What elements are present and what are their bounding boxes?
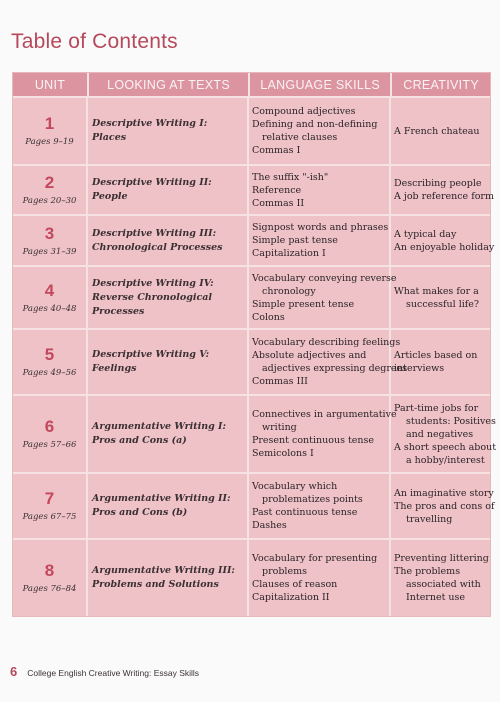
header-unit: UNIT — [13, 73, 89, 96]
text-type-line: Problems and Solutions — [92, 579, 219, 590]
language-skill-item: Clauses of reason — [252, 579, 338, 590]
text-type-line: Argumentative Writing III: — [92, 565, 235, 576]
unit-number: 6 — [44, 417, 55, 436]
creativity-item: Describing people — [394, 178, 482, 189]
unit-number: 7 — [44, 489, 55, 508]
language-skill-item: Capitalization I — [252, 248, 326, 259]
creativity-item: The pros and cons of — [394, 500, 495, 512]
unit-pages: Pages 67–75 — [22, 512, 77, 522]
creativity-item: students: Positives — [406, 415, 496, 427]
creativity-item: Preventing littering — [394, 553, 489, 564]
creativity-item: Articles based on — [394, 350, 478, 361]
text-type-line: Feelings — [92, 363, 137, 374]
text-type-line: People — [92, 191, 128, 202]
creativity-cell — [391, 166, 494, 214]
unit-pages: Pages 76–84 — [22, 584, 77, 594]
language-skill-item: Vocabulary which — [252, 481, 338, 492]
language-skill-item: Semicolons I — [252, 448, 314, 459]
creativity-item: travelling — [406, 513, 453, 525]
unit-number: 8 — [44, 561, 55, 580]
language-skills-cell — [249, 166, 391, 214]
creativity-item: A typical day — [394, 228, 457, 240]
header-language-skills: LANGUAGE SKILLS — [250, 73, 392, 96]
text-type-line: Argumentative Writing I: — [92, 421, 227, 432]
unit-row — [13, 472, 495, 538]
language-skill-item: Commas I — [252, 145, 301, 156]
looking-at-texts-cell — [88, 330, 249, 394]
text-type-line: Chronological Processes — [92, 241, 223, 253]
language-skills-cell — [249, 216, 391, 265]
language-skill-item: Compound adjectives — [252, 106, 356, 117]
looking-at-texts-cell — [88, 216, 249, 265]
unit-cell — [13, 396, 88, 472]
unit-pages: Pages 9–19 — [25, 137, 74, 147]
language-skill-item: Simple present tense — [252, 298, 355, 310]
language-skill-item: Vocabulary for presenting — [252, 553, 378, 564]
creativity-cell — [391, 330, 490, 394]
creativity-item: interviews — [394, 363, 445, 374]
creativity-item: The problems — [394, 566, 461, 577]
looking-at-texts-cell — [88, 540, 249, 616]
unit-pages: Pages 31–39 — [22, 246, 77, 257]
creativity-cell — [391, 474, 495, 538]
table-header — [13, 73, 490, 96]
text-type-line: Argumentative Writing II: — [92, 493, 231, 504]
book-title: College English Creative Writing: Essay Skills — [27, 668, 200, 678]
language-skills-cell — [249, 396, 397, 472]
language-skill-item: Vocabulary conveying reverse — [252, 272, 397, 284]
header-looking-at-texts: LOOKING AT TEXTS — [89, 73, 250, 96]
unit-number: 2 — [44, 173, 55, 192]
text-type-line: Pros and Cons (a) — [92, 435, 187, 446]
language-skill-item: Reference — [252, 184, 302, 196]
unit-pages: Pages 20–30 — [22, 196, 77, 206]
creativity-item: Internet use — [406, 592, 466, 603]
language-skill-item: writing — [262, 422, 297, 433]
language-skill-item: problems — [262, 566, 307, 577]
creativity-item: A French chateau — [394, 125, 480, 137]
unit-cell — [13, 166, 88, 214]
language-skill-item: relative clauses — [262, 132, 338, 143]
creativity-item: and negatives — [406, 428, 474, 440]
language-skill-item: Present continuous tense — [252, 435, 375, 446]
text-type-line: Places — [92, 132, 127, 143]
unit-row — [13, 394, 497, 472]
language-skill-item: Defining and non-defining — [252, 119, 378, 130]
language-skill-item: The suffix "-ish" — [252, 171, 329, 183]
unit-cell — [13, 267, 88, 328]
unit-number: 3 — [44, 223, 55, 243]
creativity-cell — [391, 267, 490, 328]
language-skill-item: problematizes points — [262, 494, 363, 505]
text-type-line: Descriptive Writing V: — [92, 349, 210, 360]
looking-at-texts-cell — [88, 474, 249, 538]
unit-cell — [13, 330, 88, 394]
creativity-item: A short speech about — [394, 441, 497, 453]
language-skills-cell — [249, 540, 391, 616]
looking-at-texts-cell — [88, 396, 249, 472]
language-skill-item: Colons — [252, 311, 285, 323]
unit-row — [13, 214, 495, 265]
header-creativity: CREATIVITY — [403, 77, 479, 92]
creativity-item: An enjoyable holiday — [394, 241, 495, 253]
text-type-line: Descriptive Writing III: — [92, 227, 217, 239]
creativity-item: A job reference form — [394, 191, 494, 202]
creativity-cell — [391, 98, 490, 164]
page-title: Table of Contents — [11, 30, 178, 53]
language-skill-item: Absolute adjectives and — [252, 350, 367, 361]
creativity-item: An imaginative story — [394, 487, 494, 499]
unit-pages: Pages 57–66 — [22, 440, 77, 450]
page-number: 6 — [10, 664, 18, 679]
text-type-line: Reverse Chronological Processes — [92, 291, 213, 317]
language-skills-cell — [249, 98, 391, 164]
page-footer — [10, 664, 199, 679]
language-skill-item: Dashes — [252, 520, 287, 531]
text-type-line: Pros and Cons (b) — [92, 507, 188, 518]
unit-cell — [13, 474, 88, 538]
language-skill-item: Commas III — [252, 376, 308, 387]
unit-number: 4 — [44, 280, 55, 300]
text-type-line: Descriptive Writing I: — [92, 118, 208, 129]
unit-row — [13, 265, 490, 328]
unit-cell — [13, 98, 88, 164]
language-skill-item: Capitalization II — [252, 592, 330, 603]
creativity-item: Part-time jobs for — [394, 402, 479, 414]
creativity-item: What makes for a — [394, 285, 479, 297]
creativity-item: a hobby/interest — [406, 454, 485, 466]
unit-number: 5 — [44, 345, 55, 364]
language-skill-item: adjectives expressing degrees — [262, 363, 408, 374]
looking-at-texts-cell — [88, 267, 249, 328]
unit-pages: Pages 40–48 — [22, 303, 77, 314]
language-skill-item: Signpost words and phrases — [252, 222, 389, 233]
creativity-item: associated with — [406, 579, 481, 590]
text-type-line: Descriptive Writing IV: — [92, 277, 214, 289]
unit-row — [13, 538, 490, 616]
language-skills-cell — [249, 474, 391, 538]
language-skill-item: Past continuous tense — [252, 507, 358, 518]
unit-row — [13, 328, 490, 394]
unit-pages: Pages 49–56 — [22, 368, 77, 378]
creativity-cell — [391, 216, 495, 265]
table-body — [13, 96, 497, 616]
unit-number: 1 — [44, 114, 55, 133]
looking-at-texts-cell — [88, 98, 249, 164]
unit-cell — [13, 540, 88, 616]
creativity-item: successful life? — [406, 298, 480, 310]
language-skill-item: Commas II — [252, 197, 305, 209]
looking-at-texts-cell — [88, 166, 249, 214]
unit-row — [13, 96, 490, 164]
creativity-cell — [391, 540, 490, 616]
language-skills-cell — [249, 330, 408, 394]
text-type-line: Descriptive Writing II: — [92, 177, 212, 188]
language-skill-item: chronology — [262, 285, 316, 297]
language-skill-item: Connectives in argumentative — [252, 409, 397, 420]
contents-table — [12, 72, 497, 617]
language-skills-cell — [249, 267, 397, 328]
creativity-cell — [391, 396, 497, 472]
language-skill-item: Simple past tense — [252, 235, 338, 246]
unit-cell — [13, 216, 88, 265]
language-skill-item: Vocabulary describing feelings — [252, 337, 401, 348]
unit-row — [13, 164, 494, 214]
